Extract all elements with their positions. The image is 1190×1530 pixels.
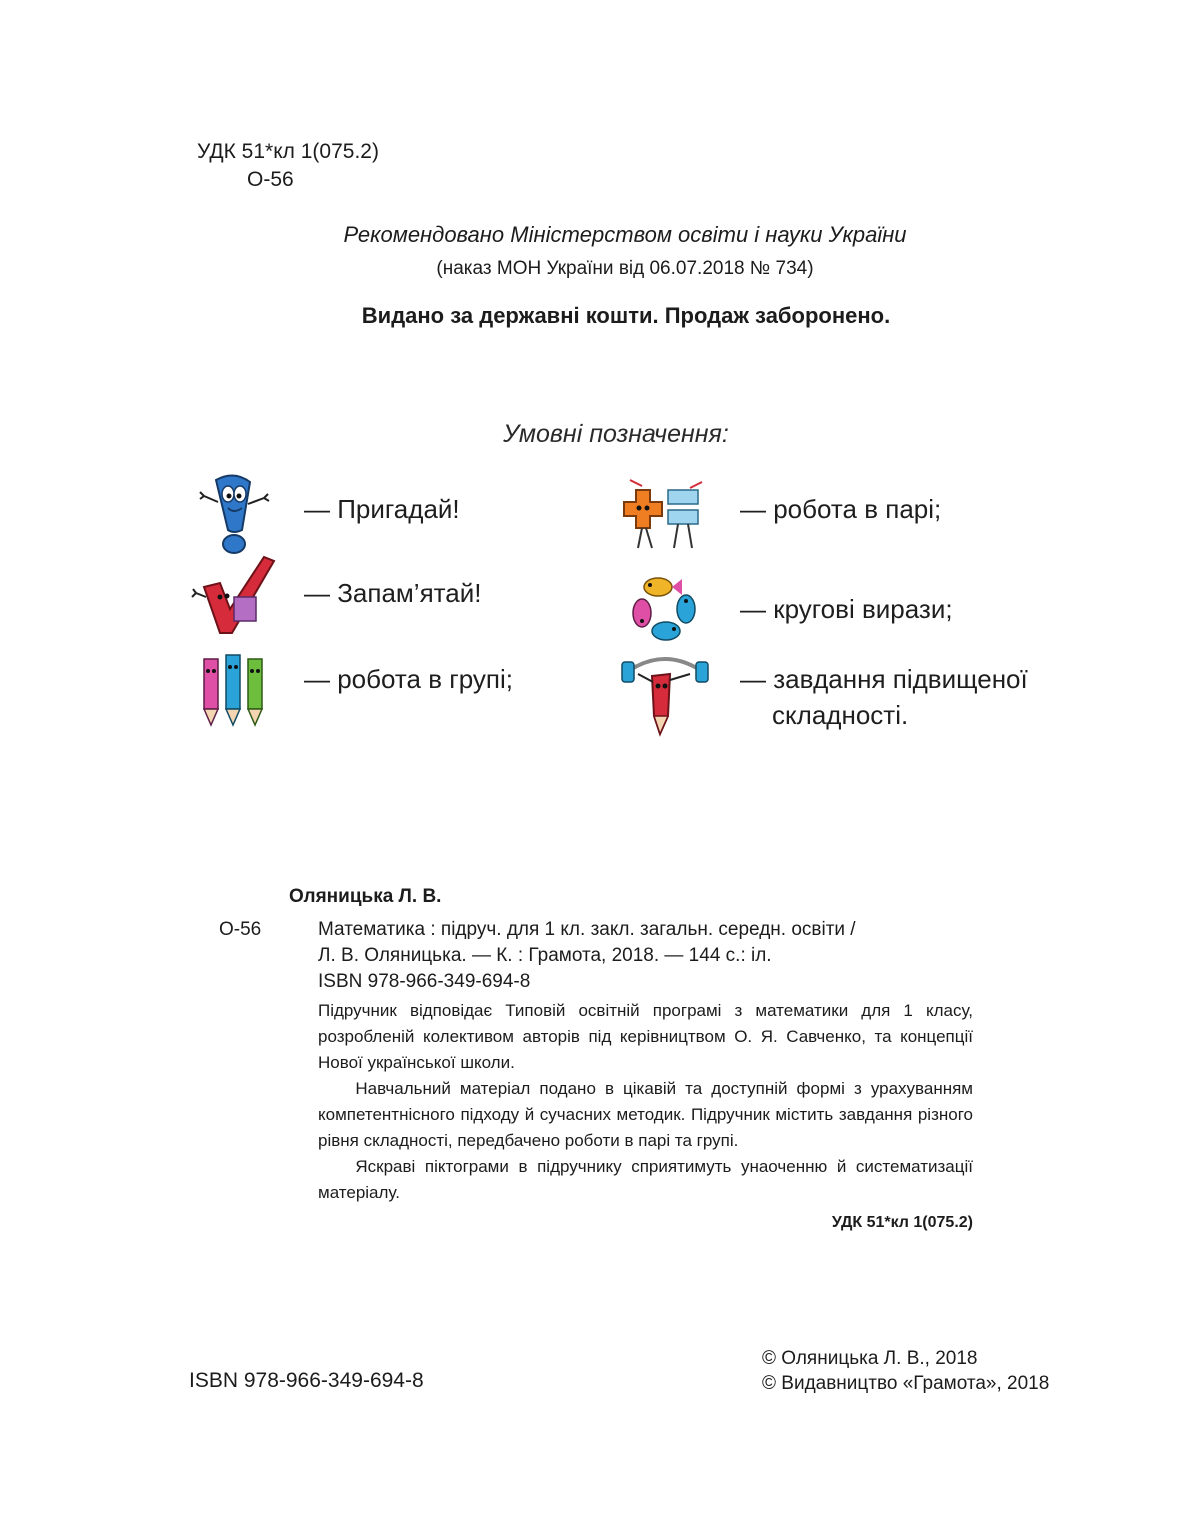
abstract-paragraph: Навчальний матеріал подано в цікавій та доступній формі з урахуванням компетентнісного підходу й сучасних методик. Підручник містить завдання різного рівня складності, передбачено роботи в парі та групі. bbox=[318, 1079, 973, 1150]
checkmark-mascot-icon bbox=[190, 553, 280, 643]
legend-remember-label: — Пригадай! bbox=[304, 494, 460, 524]
abstract-paragraph: Яскраві піктограми в підручнику сприятимуть унаоченню й систематизації матеріалу. bbox=[318, 1157, 973, 1202]
bib-isbn: ISBN 978-966-349-694-8 bbox=[318, 971, 531, 992]
legend-pair-work-label: — робота в парі; bbox=[740, 494, 942, 524]
recommendation-text: Рекомендовано Міністерством освіти і науки України bbox=[343, 222, 907, 247]
footer-isbn: ISBN 978-966-349-694-8 bbox=[189, 1369, 424, 1392]
pair-work-icon bbox=[620, 472, 710, 562]
ministry-order: (наказ МОН України від 06.07.2018 № 734) bbox=[436, 258, 814, 279]
legend-title: Умовні позначення: bbox=[503, 420, 729, 448]
legend-group-work-label: — робота в групі; bbox=[304, 664, 513, 694]
bib-publisher-line: Л. В. Оляницька. — К. : Грамота, 2018. — 144 с.: іл. bbox=[318, 945, 772, 966]
legend-advanced-tasks-label-cont: складності. bbox=[772, 700, 909, 730]
bib-title-line: Математика : підруч. для 1 кл. закл. загальн. середн. освіти / bbox=[318, 919, 856, 940]
circular-fish-icon bbox=[620, 565, 710, 655]
bib-code: О-56 bbox=[219, 919, 262, 940]
state-funded-notice: Видано за державні кошти. Продаж заборонено. bbox=[361, 303, 891, 328]
legend-advanced-tasks-label: — завдання підвищеної bbox=[740, 664, 1028, 694]
copyright-publisher: © Видавництво «Грамота», 2018 bbox=[762, 1373, 1050, 1394]
copyright-author: © Оляницька Л. В., 2018 bbox=[762, 1348, 978, 1369]
legend-circular-expressions-label: — кругові вирази; bbox=[740, 594, 953, 624]
abstract-paragraph: Підручник відповідає Типовій освітній програмі з математики для 1 класу, розробленій колективом авторів під керівництвом О. Я. Савченко, та концепції Нової української школи. bbox=[318, 1001, 973, 1072]
bib-author: Оляницька Л. В. bbox=[289, 886, 442, 907]
legend-memorize-label: — Запам’ятай! bbox=[304, 578, 482, 608]
author-code: О-56 bbox=[247, 168, 294, 191]
exclamation-mascot-icon bbox=[190, 472, 280, 562]
weightlifting-pencil-icon bbox=[620, 648, 710, 738]
pencils-group-icon bbox=[190, 645, 280, 735]
bib-abstract bbox=[318, 998, 973, 1206]
bib-udk: УДК 51*кл 1(075.2) bbox=[831, 1214, 973, 1231]
udk-classification: УДК 51*кл 1(075.2) bbox=[197, 140, 379, 163]
